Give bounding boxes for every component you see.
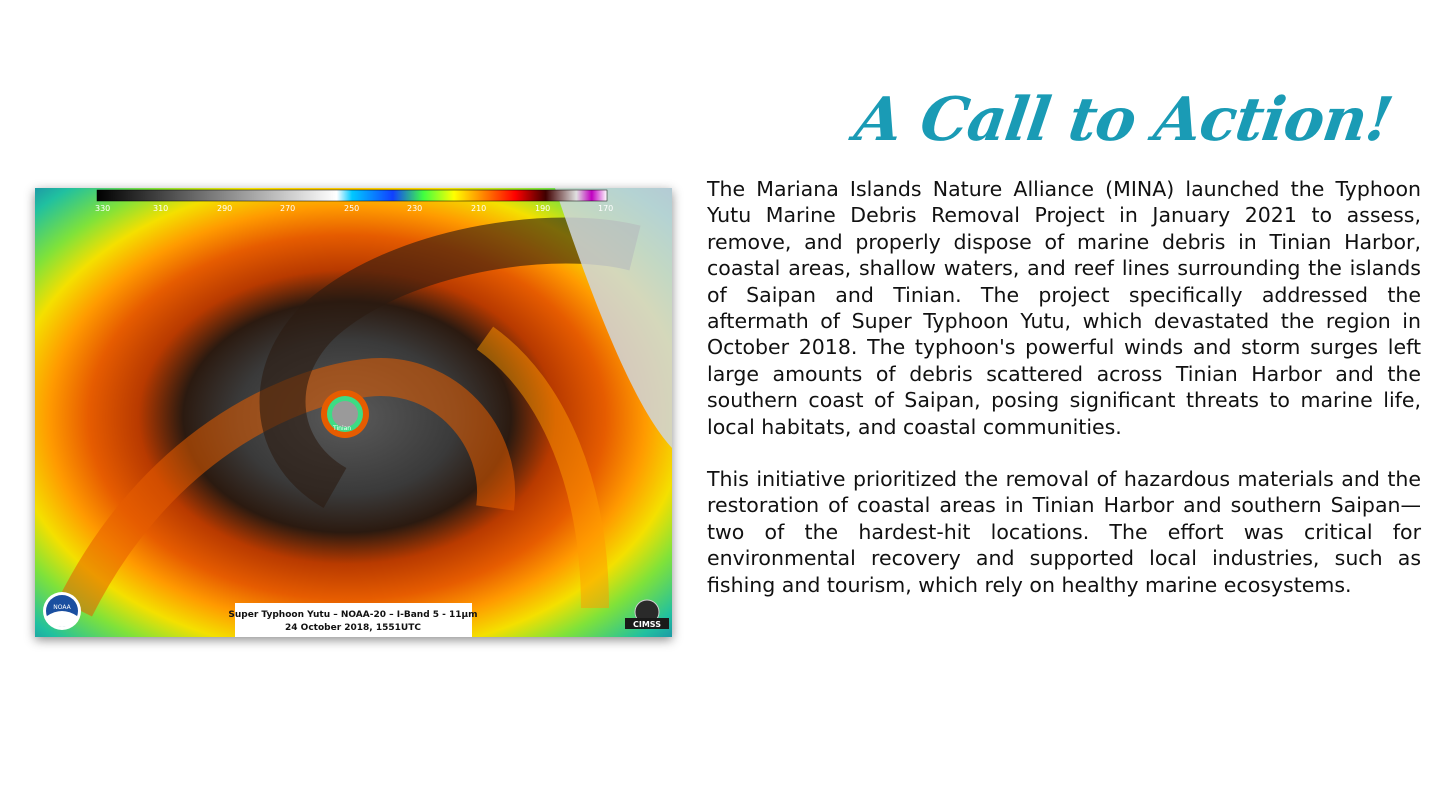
paragraph-project-overview: The Mariana Islands Nature Alliance (MINA) launched the Typhoon Yutu Marine Debris Removal Project in January 2021 to assess, remove, and properly dispose of marine debris in Tinian Harbor, coastal areas, shallow waters, and reef lines surrounding the islands of Saipan and Tinian. The project specifically addressed the aftermath of Super Typhoon Yutu, which devastated the region in October 2018. The typhoon's powerful winds and storm surges left large amounts of debris scattered across Tinian Harbor and the southern coast of Saipan, posing significant threats to marine life, local habitats, and coastal communities. xyxy=(707,177,1421,439)
svg-text:CIMSS: CIMSS xyxy=(633,620,661,629)
image-caption-line2: 24 October 2018, 1551UTC xyxy=(285,623,421,633)
svg-text:290: 290 xyxy=(217,204,233,213)
svg-text:270: 270 xyxy=(280,204,296,213)
eye-label: Tinian xyxy=(333,425,352,432)
svg-text:310: 310 xyxy=(153,204,169,213)
noaa-logo xyxy=(43,592,81,630)
svg-text:230: 230 xyxy=(407,204,423,213)
temperature-scale-bar xyxy=(97,190,607,201)
svg-text:210: 210 xyxy=(471,204,487,213)
typhoon-eye xyxy=(332,401,358,427)
paragraph-initiative-priorities: This initiative prioritized the removal of hazardous materials and the restoration of coastal areas in Tinian Harbor and southern Saipan—two of the hardest-hit locations. The effort was critical for environmental recovery and supported local industries, such as fishing and tourism, which rely on healthy marine ecosystems. xyxy=(707,467,1421,597)
body-text xyxy=(707,176,1421,624)
svg-text:170: 170 xyxy=(598,204,614,213)
image-caption-line1: Super Typhoon Yutu – NOAA-20 – I-Band 5 - 11µm xyxy=(228,610,478,620)
svg-text:330: 330 xyxy=(95,204,111,213)
svg-text:250: 250 xyxy=(344,204,360,213)
svg-text:NOAA: NOAA xyxy=(53,604,71,611)
svg-text:190: 190 xyxy=(535,204,551,213)
typhoon-satellite-image xyxy=(35,188,672,637)
slide-title: A Call to Action! xyxy=(850,85,1397,155)
